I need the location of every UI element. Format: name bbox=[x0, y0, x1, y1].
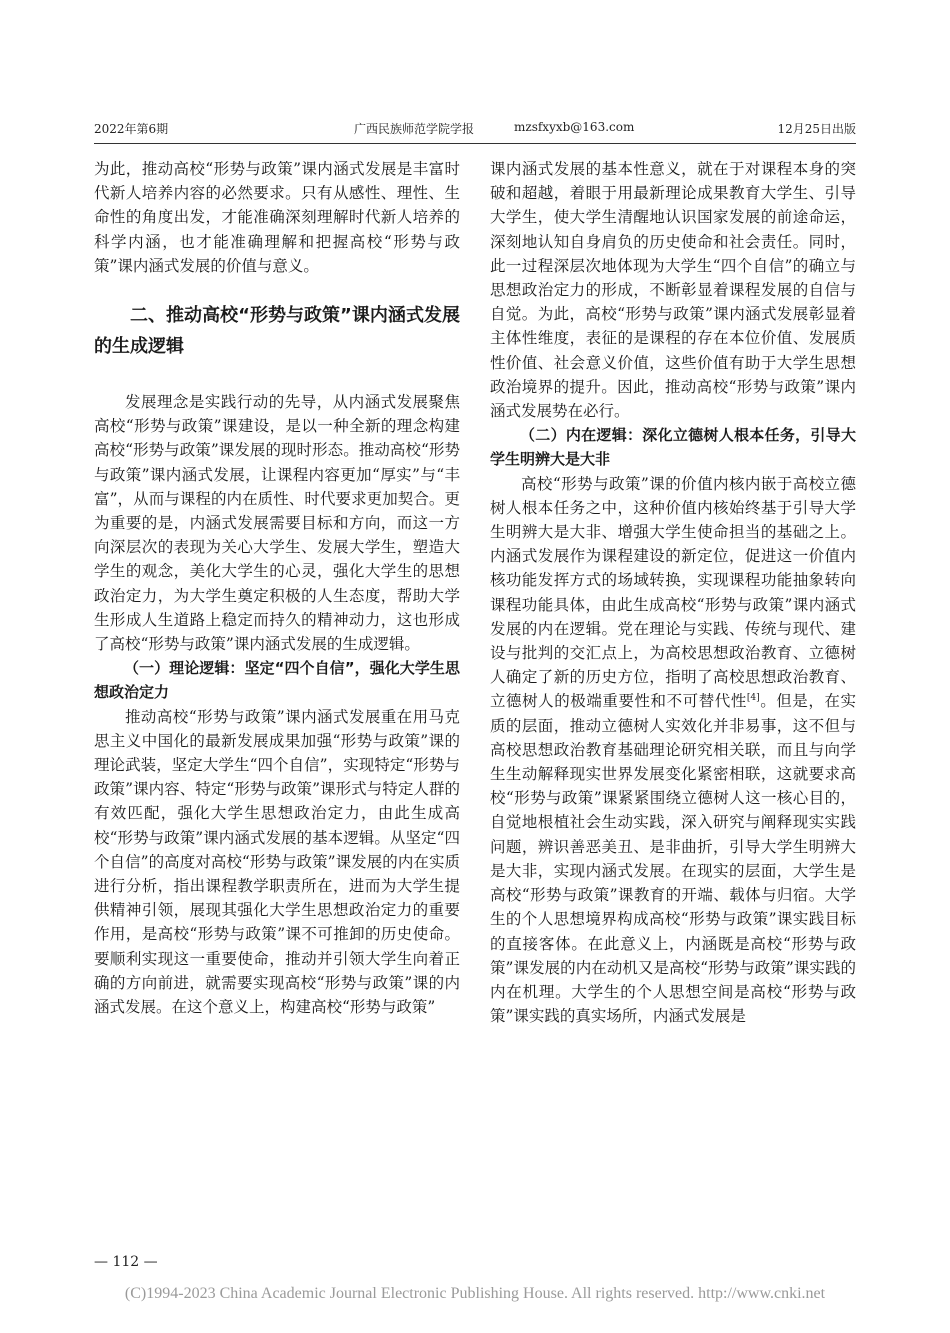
paragraph-text: 高校“形势与政策”课的价值内核内嵌于高校立德树人根本任务之中，这种价值内核始终基于引导大学生明辨大是大非、增强大学生使命担当的基础之上。内涵式发展作为课程建设的新定位，促进这一价值内核功能发挥方式的场域转换，实现课程功能抽象转向课程功能具体，由此生成高校“形势与政策”课内涵式发展的内在逻辑。党在理论与实践、传统与现代、建设与批判的交汇点上，为高校思想政治教育、立德树人确定了新的历史方位，指明了高校思想政治教育、立德树人的极端重要性和不可替代性 bbox=[490, 474, 856, 711]
journal-email: mzsfxyxb@163.com bbox=[514, 120, 635, 134]
running-header bbox=[94, 120, 856, 142]
paragraph: 为此，推动高校“形势与政策”课内涵式发展是丰富时代新人培养内容的必然要求。只有从感性、理性、生命性的角度出发，才能准确深刻理解时代新人培养的科学内涵，也才能准确理解和把握高校“形势与政策”课内涵式发展的价值与意义。 bbox=[94, 160, 460, 275]
right-column bbox=[490, 157, 856, 1028]
copyright-footer: (C)1994-2023 China Academic Journal Electronic Publishing House. All rights reserved. http://www.cnki.net bbox=[124, 1285, 826, 1302]
journal-name: 广西民族师范学院学报 bbox=[354, 122, 475, 136]
paragraph: 课内涵式发展的基本性意义，就在于对课程本身的突破和超越，着眼于用最新理论成果教育大学生、引导大学生，使大学生清醒地认识国家发展的前途命运，深刻地认知自身肩负的历史使命和社会责任。同时，此一过程深层次地体现为大学生“四个自信”的确立与思想政治定力的形成，不断彰显着课程发展的自信与自觉。为此，高校“形势与政策”课内涵式发展彰显着主体性维度，表征的是课程的存在本位价值、发展质性价值、社会意义价值，这些价值有助于大学生思想政治境界的提升。因此，推动高校“形势与政策”课内涵式发展势在必行。 bbox=[490, 160, 856, 421]
subsection-heading-2: （二）内在逻辑：深化立德树人根本任务，引导大学生明辨大是大非 bbox=[490, 426, 856, 469]
paragraph bbox=[490, 472, 856, 1029]
header-rule bbox=[94, 143, 856, 144]
citation-ref: [4] bbox=[746, 693, 760, 704]
publish-date: 12月25日出版 bbox=[777, 122, 856, 136]
issue-label: 2022年第6期 bbox=[94, 122, 169, 136]
subsection-heading-1: （一）理论逻辑：坚定“四个自信”，强化大学生思想政治定力 bbox=[94, 659, 460, 702]
left-column bbox=[94, 157, 460, 1019]
paragraph-text: 。但是，在实质的层面，推动立德树人实效化并非易事，这不但与高校思想政治教育基础理论研究相关联，而且与向学生生动解释现实世界发展变化紧密相联，这就要求高校“形势与政策”课紧紧围绕立德树人这一核心目的，自觉地根植社会生动实践，深入研究与阐释现实实践问题，辨识善恶美丑、是非曲折，引导大学生明辨大是大非，实现内涵式发展。在现实的层面，大学生是高校“形势与政策”课教育的开端、载体与归宿。大学生的个人思想境界构成高校“形势与政策”课实践目标的直接客体。在此意义上，内涵既是高校“形势与政策”课发展的内在动机又是高校“形势与政策”课实践的内在机理。大学生的个人思想空间是高校“形势与政策”课实践的真实场所，内涵式发展是 bbox=[490, 692, 856, 1026]
section-heading: 二、推动高校“形势与政策”课内涵式发展的生成逻辑 bbox=[94, 305, 460, 358]
paragraph: 推动高校“形势与政策”课内涵式发展重在用马克思主义中国化的最新发展成果加强“形势与政策”课的理论武装，坚定大学生“四个自信”，实现特定“形势与政策”课内容、特定“形势与政策”课形式与特定人群的有效匹配，强化大学生思想政治定力，由此生成高校“形势与政策”课内涵式发展的基本逻辑。从坚定“四个自信”的高度对高校“形势与政策”课发展的内在实质进行分析，指出课程教学职责所在，进而为大学生提供精神引领，展现其强化大学生思想政治定力的重要作用，是高校“形势与政策”课不可推卸的历史使命。要顺利实现这一重要使命，推动并引领大学生向着正确的方向前进，就需要实现高校“形势与政策”课的内涵式发展。在这个意义上，构建高校“形势与政策” bbox=[94, 707, 460, 1017]
page-number: — 112 — bbox=[94, 1254, 158, 1270]
paragraph: 发展理念是实践行动的先导，从内涵式发展聚焦高校“形势与政策”课建设，是以一种全新的理念构建高校“形势与政策”课发展的现时形态。推动高校“形势与政策”课内涵式发展，让课程内容更加“厚实”与“丰富”，从而与课程的内在质性、时代要求更加契合。更为重要的是，内涵式发展需要目标和方向，而这一方向深层次的表现为关心大学生、发展大学生，塑造大学生的观念，美化大学生的心灵，强化大学生的思想政治定力，为大学生奠定积极的人生态度，帮助大学生形成人生道路上稳定而持久的精神动力，这也形成了高校“形势与政策”课内涵式发展的生成逻辑。 bbox=[94, 393, 460, 654]
